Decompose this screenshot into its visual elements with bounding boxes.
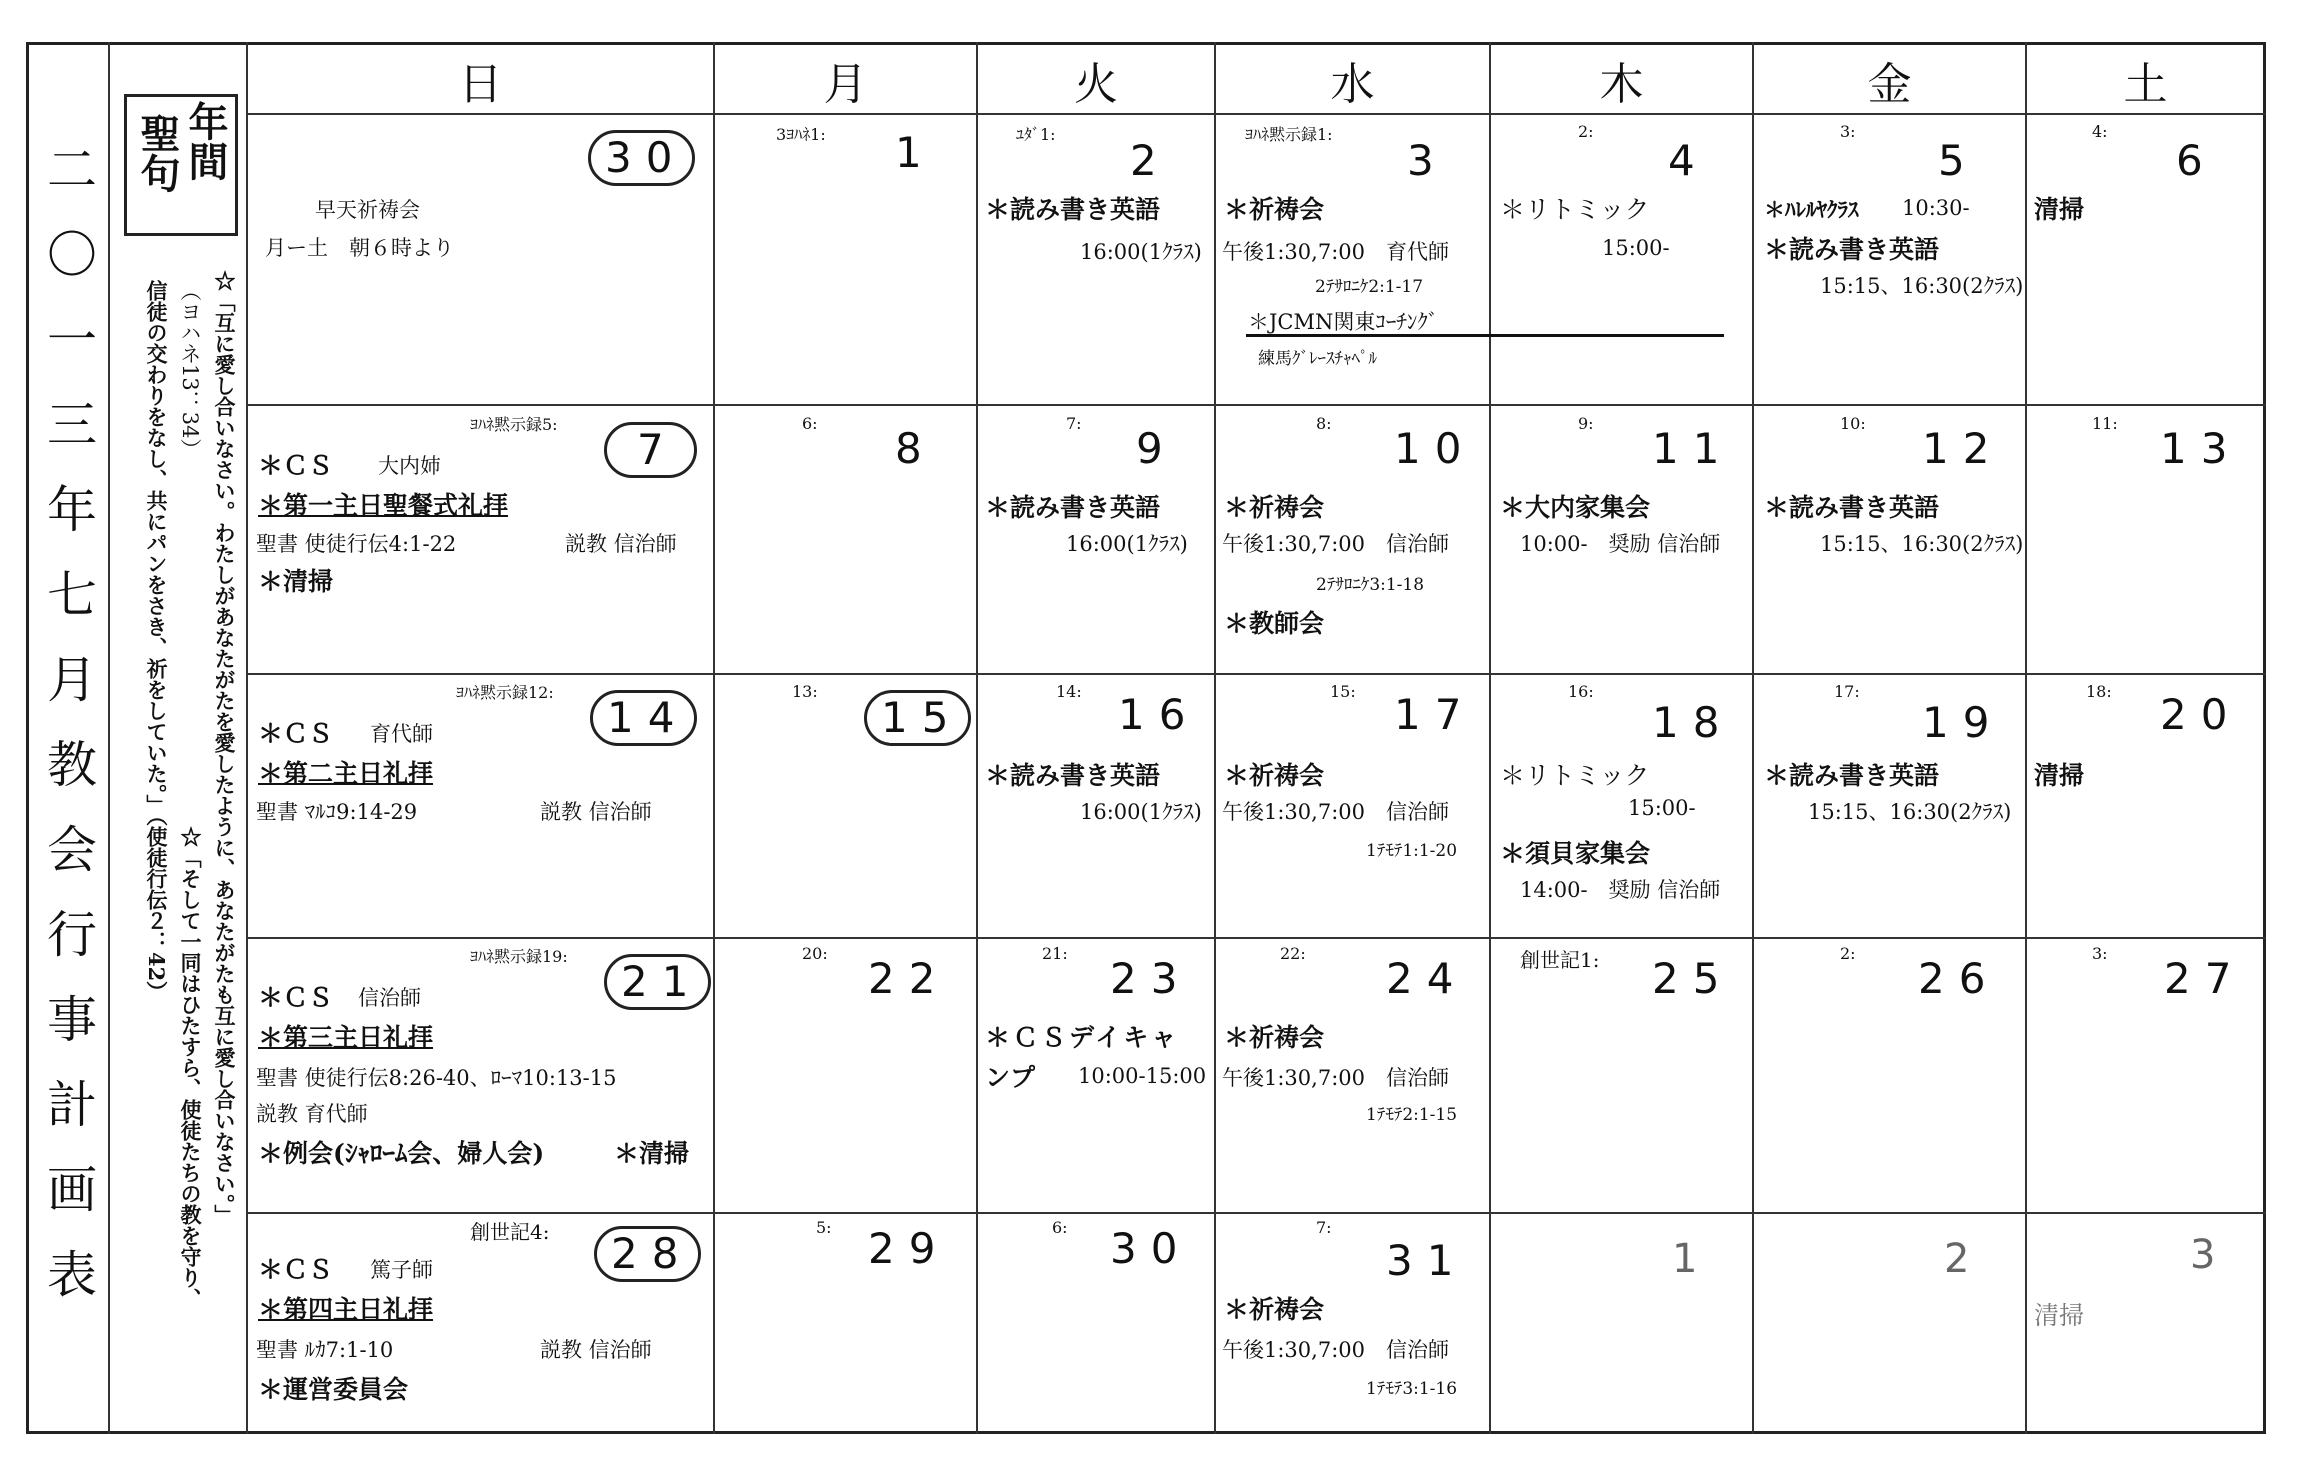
event-detail: 10:00-15:00: [1078, 1064, 1207, 1088]
scripture-ref: 4:: [2092, 122, 2108, 141]
day-number: 17: [1394, 690, 1476, 739]
event: ＊第一主日聖餐式礼拝: [258, 491, 509, 520]
scripture-ref: 7:: [1316, 1218, 1332, 1237]
event-detail: 15:15、16:30(2ｸﾗｽ): [1820, 532, 2024, 556]
event: ＊読み書き英語: [1764, 761, 1940, 790]
row-divider: [248, 937, 2266, 939]
day-number: 31: [1386, 1236, 1468, 1285]
scripture-ref: ﾖﾊﾈ黙示録5:: [470, 415, 558, 434]
day-number: 30: [588, 130, 695, 186]
weekday-sat: 土: [2123, 59, 2168, 110]
event-detail: 午後1:30,7:00 信治師: [1222, 800, 1449, 824]
scripture-ref: 5:: [816, 1218, 832, 1237]
event-detail: 育代師: [370, 722, 433, 746]
col-divider: [2025, 42, 2027, 1434]
day-number: 16: [1118, 690, 1200, 739]
event: ＊教師会: [1224, 609, 1325, 638]
event: ＊リトミック: [1500, 761, 1650, 790]
event: ＊祈祷会: [1224, 493, 1325, 522]
verse-heading-1: 年間: [182, 101, 228, 181]
day-number: 25: [1652, 954, 1734, 1003]
day-number: 26: [1918, 954, 2000, 1003]
day-number: 23: [1110, 954, 1192, 1003]
event: ＊須貝家集会: [1500, 839, 1651, 868]
event: ＊JCMN関東ｺｰﾁﾝｸﾞ: [1248, 310, 1439, 334]
scripture-ref: 3ﾖﾊﾈ1:: [776, 125, 826, 144]
event-detail: 16:00(1ｸﾗｽ): [1080, 800, 1202, 824]
scripture-ref: 2:: [1578, 122, 1594, 141]
event-detail: 午後1:30,7:00 育代師: [1222, 240, 1449, 264]
event-detail: 練馬ｸﾞﾚｰｽﾁｬﾍﾟﾙ: [1258, 349, 1377, 369]
scripture-ref: 7:: [1066, 414, 1082, 433]
event: ＊ﾊﾚﾙﾔｸﾗｽ: [1764, 197, 1859, 222]
day-number-next-month: 2: [1944, 1236, 1984, 1282]
event-detail: 説教 育代師: [256, 1102, 368, 1126]
day-number: 30: [1110, 1224, 1192, 1273]
event: ＊祈祷会: [1224, 195, 1325, 224]
col-divider: [976, 42, 978, 1434]
event-detail: 聖書 ﾙｶ7:1-10: [256, 1338, 394, 1362]
event: ＊例会(ｼｬﾛｰﾑ会、婦人会): [258, 1139, 545, 1168]
event-detail: 聖書 使徒行伝4:1-22: [256, 532, 457, 556]
scripture-ref: 2ﾃｻﾛﾆｹ2:1-17: [1315, 277, 1424, 297]
scripture-ref: 1ﾃﾓﾃ3:1-16: [1366, 1379, 1458, 1399]
scripture-ref: 3:: [1840, 122, 1856, 141]
day-number: 2: [1130, 136, 1171, 185]
event: ＊第二主日礼拝: [258, 759, 434, 788]
event: 早天祈祷会: [315, 198, 420, 222]
scripture-ref: 20:: [802, 944, 828, 963]
day-number: 8: [895, 424, 936, 473]
event-detail: 聖書 ﾏﾙｺ9:14-29: [256, 800, 418, 824]
event: ＊清掃: [258, 567, 334, 596]
verse-heading-box: [124, 94, 238, 236]
day-number: 18: [1652, 698, 1734, 747]
event-detail: 15:15、16:30(2ｸﾗｽ): [1808, 800, 2012, 824]
event: ＊祈祷会: [1224, 761, 1325, 790]
scripture-ref: 18:: [2086, 682, 2112, 701]
event: ＊リトミック: [1500, 195, 1650, 224]
event-detail: 信治師: [358, 986, 421, 1010]
event: ＊第三主日礼拝: [258, 1023, 434, 1052]
event-detail: 午後1:30,7:00 信治師: [1222, 1338, 1449, 1362]
event-detail: 篤子師: [370, 1258, 433, 1282]
scripture-ref: 11:: [2092, 414, 2118, 433]
verse-line-2: （ヨハネ13：34）: [178, 280, 202, 460]
scripture-ref: 22:: [1280, 944, 1306, 963]
event-detail: 16:00(1ｸﾗｽ): [1066, 532, 1188, 556]
event-detail: 10:30-: [1902, 196, 1970, 220]
scripture-ref: 創世記4:: [470, 1220, 550, 1244]
day-number: 7: [604, 422, 697, 478]
event: ＊読み書き英語: [985, 195, 1161, 224]
scripture-ref: 17:: [1834, 682, 1860, 701]
title-column: [26, 42, 110, 1434]
row-divider: [248, 1212, 2266, 1214]
verse-line-1: ☆「互に愛し合いなさい。わたしがあなたがたを愛したように、あなたがたも互に愛し合いなさい。」: [212, 270, 237, 1226]
event-detail: 15:15、16:30(2ｸﾗｽ): [1820, 274, 2024, 298]
event: ＊祈祷会: [1224, 1023, 1325, 1052]
day-number: 14: [590, 690, 697, 746]
col-divider: [1489, 42, 1491, 1434]
scripture-ref: 21:: [1042, 944, 1068, 963]
day-number: 29: [868, 1224, 950, 1273]
col-divider: [713, 42, 715, 1434]
weekday-sun: 日: [458, 59, 503, 110]
day-number: 6: [2176, 136, 2217, 185]
weekday-wed: 水: [1330, 59, 1375, 110]
day-number: 19: [1922, 698, 2004, 747]
weekday-tue: 火: [1074, 59, 1118, 110]
row-divider: [248, 673, 2266, 675]
event-detail: 説教 信治師: [540, 1338, 652, 1362]
day-number: 21: [604, 954, 711, 1010]
day-number: 3: [1407, 136, 1448, 185]
event: ＊ＣＳ: [258, 1255, 334, 1284]
day-number: 11: [1652, 424, 1734, 473]
weekday-thu: 木: [1599, 59, 1644, 110]
event: ＊ＣＳ: [258, 719, 334, 748]
day-number-next-month: 3: [2190, 1232, 2230, 1278]
day-number: 12: [1922, 424, 2004, 473]
event-detail: 午後1:30,7:00 信治師: [1222, 1066, 1449, 1090]
scripture-ref: 6:: [1052, 1218, 1068, 1237]
verse-heading-2: 聖句: [134, 113, 180, 193]
day-number: 27: [2164, 954, 2246, 1003]
scripture-ref: 10:: [1840, 414, 1866, 433]
event-detail: 15:00-: [1602, 236, 1670, 260]
scripture-ref: 1ﾃﾓﾃ2:1-15: [1366, 1105, 1458, 1125]
scripture-ref: 13:: [792, 682, 818, 701]
event-detail: 16:00(1ｸﾗｽ): [1080, 240, 1202, 264]
scripture-ref: 2:: [1840, 944, 1856, 963]
scripture-ref: 9:: [1578, 414, 1594, 433]
event: ＊ＣＳ: [258, 451, 334, 480]
scripture-ref: ﾖﾊﾈ黙示録19:: [470, 947, 568, 966]
event: ＊祈祷会: [1224, 1295, 1325, 1324]
event: 清掃: [2034, 195, 2085, 224]
event: ＊運営委員会: [258, 1375, 409, 1404]
scripture-ref: 8:: [1316, 414, 1332, 433]
event-detail: 15:00-: [1628, 796, 1696, 820]
verse-line-3: ☆「そして一同はひたすら、使徒たちの教を守り、: [178, 826, 203, 1309]
event-detail: 10:00- 奨励 信治師: [1520, 532, 1721, 556]
col-divider: [1752, 42, 1754, 1434]
event: ＊読み書き英語: [1764, 235, 1940, 264]
scripture-ref: ﾖﾊﾈ黙示録12:: [456, 683, 554, 702]
day-number: 22: [868, 954, 950, 1003]
event: ＊ＣＳ: [258, 983, 334, 1012]
scripture-ref: 16:: [1568, 682, 1594, 701]
event: ＊第四主日礼拝: [258, 1295, 434, 1324]
event: ンプ: [985, 1063, 1036, 1092]
day-number: 20: [2160, 690, 2242, 739]
weekday-fri: 金: [1867, 59, 1912, 110]
event: ＊読み書き英語: [985, 493, 1161, 522]
event: ＊読み書き英語: [1764, 493, 1940, 522]
event-detail: 説教 信治師: [565, 532, 677, 556]
day-number: 24: [1386, 954, 1468, 1003]
day-number: 9: [1136, 424, 1177, 473]
scripture-ref: 15:: [1330, 682, 1356, 701]
scripture-ref: ﾖﾊﾈ黙示録1:: [1245, 125, 1333, 144]
day-number-next-month: 1: [1672, 1236, 1712, 1282]
scripture-ref: ﾕﾀﾞ1:: [1016, 125, 1056, 144]
event-detail: 14:00- 奨励 信治師: [1520, 878, 1721, 902]
event: 清掃: [2034, 761, 2085, 790]
event: 月ー土 朝６時より: [265, 236, 454, 260]
event-detail: 説教 信治師: [540, 800, 652, 824]
scripture-ref: 1ﾃﾓﾃ1:1-20: [1366, 841, 1458, 861]
event: ＊大内家集会: [1500, 493, 1651, 522]
event: ＊清掃: [614, 1139, 690, 1168]
scripture-ref: 6:: [802, 414, 818, 433]
event: 清掃: [2034, 1301, 2085, 1330]
day-number: 13: [2160, 424, 2242, 473]
event: ＊ＣＳデイキャ: [985, 1023, 1180, 1052]
event-detail: 午後1:30,7:00 信治師: [1222, 532, 1449, 556]
row-divider: [248, 404, 2266, 406]
day-number: 5: [1938, 136, 1979, 185]
scripture-ref: 3:: [2092, 944, 2108, 963]
span-line: [1246, 334, 1724, 337]
page-title: 二〇一三年七月教会行事計画表: [39, 143, 97, 1333]
event-detail: 聖書 使徒行伝8:26-40、ﾛｰﾏ10:13-15: [256, 1066, 617, 1090]
scripture-ref: 2ﾃｻﾛﾆｹ3:1-18: [1316, 575, 1425, 595]
col-divider: [1214, 42, 1216, 1434]
event-detail: 大内姉: [378, 454, 441, 478]
weekday-mon: 月: [823, 59, 868, 110]
day-number: 1: [895, 128, 936, 177]
day-number: 10: [1394, 424, 1476, 473]
scripture-ref: 創世記1:: [1520, 948, 1600, 972]
day-number: 15: [864, 690, 971, 746]
day-number: 28: [594, 1226, 701, 1282]
verse-line-4: 信徒の交わりをなし、共にパンをさき、祈をしていた。」（使徒行伝２：42）: [144, 280, 169, 1003]
scripture-ref: 14:: [1056, 682, 1082, 701]
event: ＊読み書き英語: [985, 761, 1161, 790]
day-number: 4: [1668, 136, 1709, 185]
